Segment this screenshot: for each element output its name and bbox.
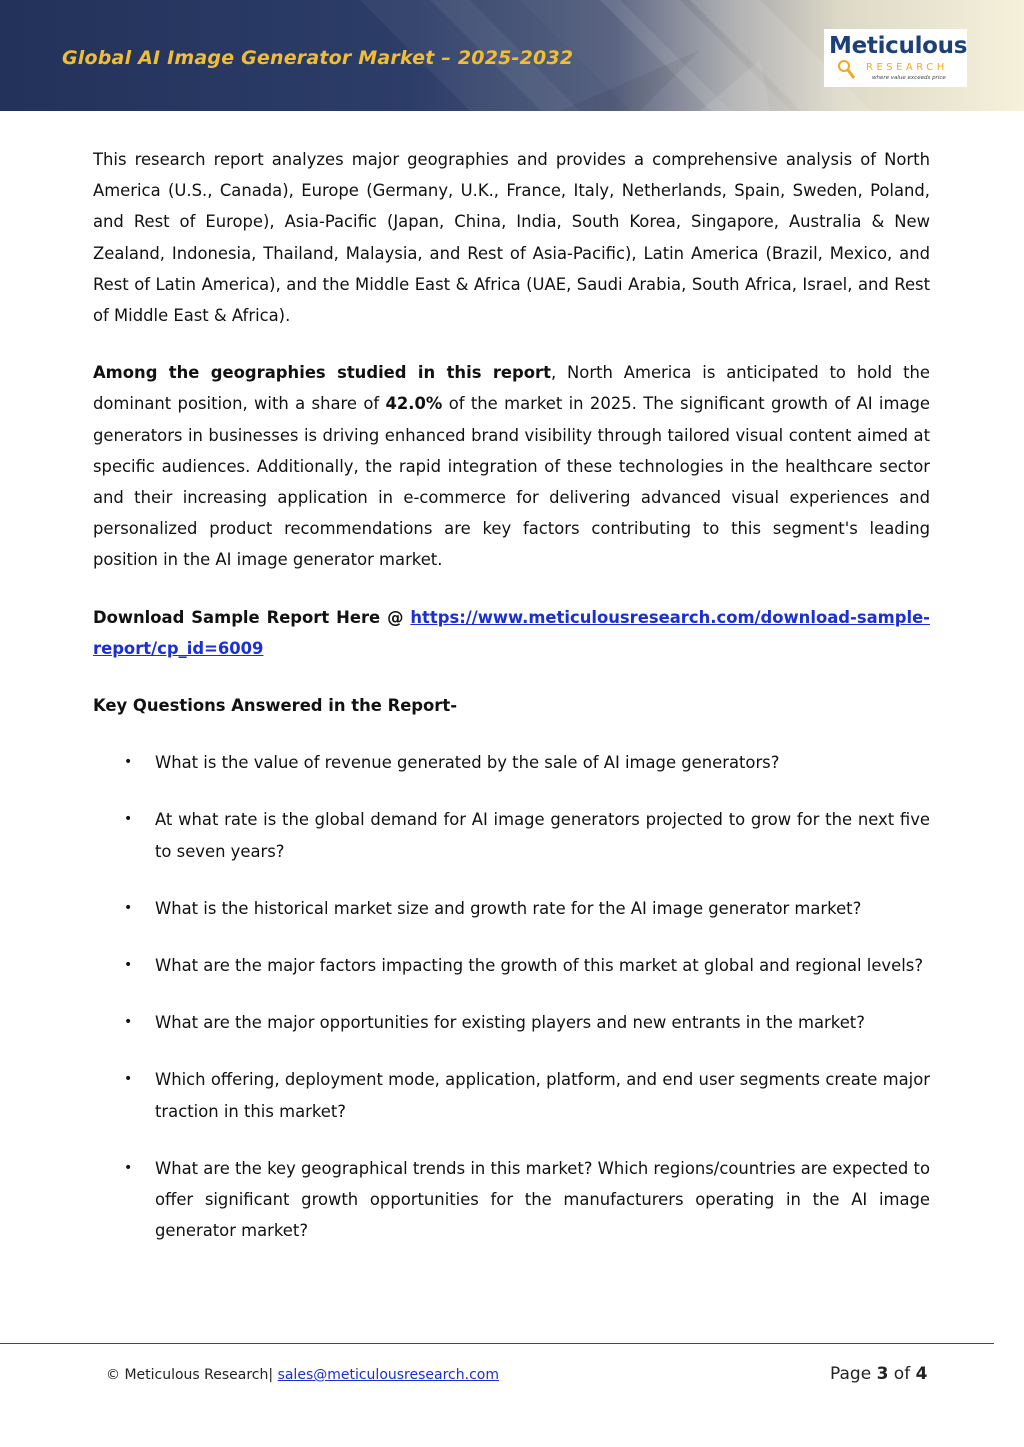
question-text: Which offering, deployment mode, application, platform, and end user segments create major traction in this market? <box>155 1070 930 1121</box>
logo-tagline: where value exceeds price <box>872 75 946 81</box>
sales-email-link[interactable]: sales@meticulousresearch.com <box>277 1367 499 1383</box>
download-line <box>93 602 930 664</box>
questions-list <box>93 747 930 1246</box>
copyright-text: © Meticulous Research| <box>106 1367 278 1383</box>
list-item <box>93 950 930 981</box>
paragraph-text-a: , North America is anticipated to hold the dominant position, with a share of <box>93 363 930 414</box>
bold-lead: Among the geographies studied in this report <box>93 363 551 383</box>
page-word: Page <box>830 1364 877 1384</box>
logo-wordmark: Meticulous <box>829 33 968 59</box>
magnifier-icon <box>826 60 866 84</box>
list-item <box>93 1007 930 1038</box>
bullet-icon: • <box>124 811 133 828</box>
page-number <box>830 1364 927 1384</box>
bullet-icon: • <box>124 957 133 974</box>
logo-subtitle: RESEARCH <box>866 62 948 73</box>
question-text: At what rate is the global demand for AI image generators projected to grow for the next five to seven years? <box>155 810 930 861</box>
geographies-paragraph: This research report analyzes major geographies and provides a comprehensive analysis of North America (U.S., Canada), Europe (Germany, U.K., France, Italy, Netherlands, Spain, Sweden, Poland, and Rest of Europe), Asia-Pacific (Japan, China, India, South Korea, Singapore, Australia & New Zealand, Indonesia, Thailand, Malaysia, and Rest of Asia-Pacific), Latin America (Brazil, Mexico, and Rest of Latin America), and the Middle East & Africa (UAE, Saudi Arabia, South Africa, Israel, and Rest of Middle East & Africa). <box>93 150 930 326</box>
question-text: What are the major factors impacting the growth of this market at global and regional levels? <box>155 956 924 976</box>
key-questions-heading: Key Questions Answered in the Report- <box>93 696 458 716</box>
footer-copyright <box>106 1367 499 1383</box>
current-page: 3 <box>876 1364 889 1384</box>
north-america-paragraph <box>93 357 930 575</box>
bullet-icon: • <box>124 1014 133 1031</box>
question-text: What are the key geographical trends in this market? Which regions/countries are expected to offer significant growth opportunities for the manufacturers operating in the AI image generator market? <box>155 1158 930 1241</box>
list-item <box>93 1064 930 1126</box>
bullet-icon: • <box>124 754 133 771</box>
of-word: of <box>888 1364 916 1384</box>
question-text: What are the major opportunities for existing players and new entrants in the market? <box>155 1013 865 1033</box>
document-title: Global AI Image Generator Market – 2025-2032 <box>62 47 574 69</box>
question-text: What is the value of revenue generated by the sale of AI image generators? <box>155 753 780 773</box>
list-item <box>93 893 930 924</box>
download-label: Download Sample Report Here @ <box>93 607 411 627</box>
total-pages: 4 <box>915 1364 928 1384</box>
header-banner <box>0 0 1024 111</box>
bullet-icon: • <box>124 1159 133 1176</box>
bullet-icon: • <box>124 1071 133 1088</box>
company-logo <box>824 29 967 87</box>
list-item <box>93 747 930 778</box>
list-item <box>93 804 930 866</box>
list-item <box>93 1153 930 1247</box>
bullet-icon: • <box>124 899 133 916</box>
main-content <box>93 144 930 1272</box>
download-sample-link[interactable]: https://www.meticulousresearch.com/download-sample-report/cp_id=6009 <box>93 607 930 658</box>
paragraph-text-b: of the market in 2025. The significant growth of AI image generators in businesses is driving enhanced brand visibility through tailored visual content aimed at specific audiences. Additionally, the rapid integration of these technologies in the healthcare sector and their increasing application in e-commerce for delivering advanced visual experiences and personalized product recommendations are key factors contributing to this segment's leading position in the AI image generator market. <box>93 394 930 570</box>
footer-divider <box>0 1343 994 1344</box>
question-text: What is the historical market size and growth rate for the AI image generator market? <box>155 898 862 918</box>
market-share-value: 42.0% <box>385 394 443 414</box>
